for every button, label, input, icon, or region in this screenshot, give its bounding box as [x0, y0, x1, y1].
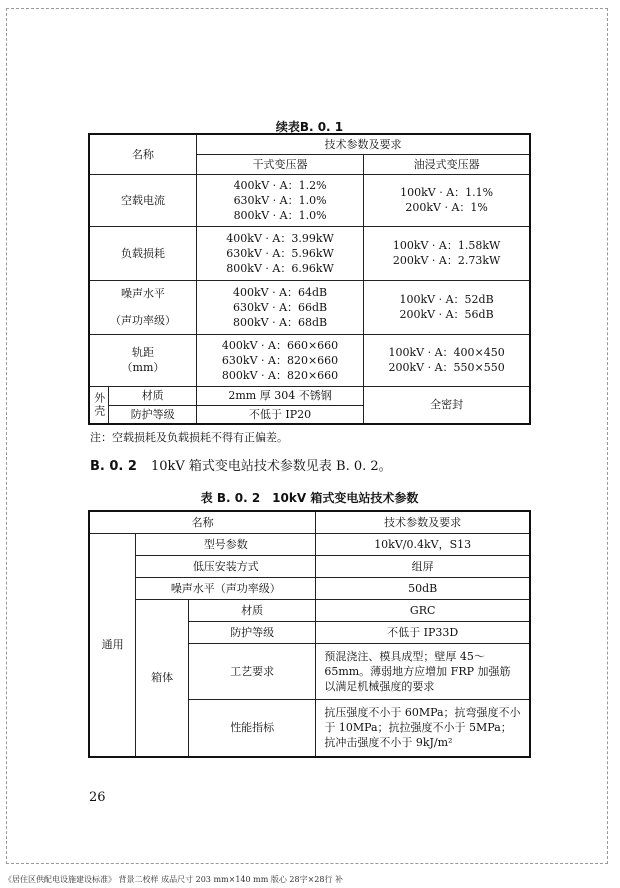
box-protection-label: 防护等级: [189, 621, 316, 643]
row-track-gauge: 轨距 （mm）: [89, 334, 196, 386]
noload-current-oil: 100kV · A：1.1% 200kV · A：1%: [364, 174, 530, 226]
load-loss-dry: 400kV · A：3.99kW 630kV · A：5.96kW 800kV · A：6.96kW: [196, 226, 363, 280]
noload-current-dry: 400kV · A：1.2% 630kV · A：1.0% 800kV · A：1.0%: [196, 174, 363, 226]
noise-label: 噪声水平（声功率级）: [136, 577, 316, 599]
performance-value: 抗压强度不小于 60MPa；抗弯强度不小于 10MPa；抗拉强度不小于 5MPa；抗冲击强度不小于 9kJ/m²: [316, 699, 530, 757]
header-tech: 技术参数及要求: [196, 134, 530, 154]
header-name: 名称: [89, 134, 196, 174]
box-protection-value: 不低于 IP33D: [316, 621, 530, 643]
shell-protection-label: 防护等级: [109, 405, 196, 424]
noise-level-oil: 100kV · A：52dB 200kV · A：56dB: [364, 280, 530, 334]
section-text: 10kV 箱式变电站技术参数见表 B. 0. 2。: [150, 459, 392, 474]
header-name: 名称: [89, 511, 316, 533]
track-gauge-oil: 100kV · A：400×450 200kV · A：550×550: [364, 334, 530, 386]
box-label: 箱体: [136, 599, 189, 757]
table-b01-caption: 续表B. 0. 1: [275, 120, 344, 134]
track-gauge-dry: 400kV · A：660×660 630kV · A：820×660 800kV · A：820×660: [196, 334, 363, 386]
table-b02-caption: 表 B. 0. 2 10kV 箱式变电站技术参数: [200, 491, 419, 505]
shell-material-value: 2mm 厚 304 不锈钢: [196, 386, 363, 405]
model-label: 型号参数: [136, 533, 316, 555]
section-number: B. 0. 2: [90, 459, 137, 474]
performance-label: 性能指标: [189, 699, 316, 757]
print-footer: 《居住区供配电设施建设标准》 背景二校样 成品尺寸 203 mm×140 mm 版心 28字×28行 补: [4, 875, 343, 884]
table-note: 注：空载损耗及负载损耗不得有正偏差。: [90, 431, 288, 444]
shell-protection-value: 不低于 IP20: [196, 405, 363, 424]
load-loss-oil: 100kV · A：1.58kW 200kV · A：2.73kW: [364, 226, 530, 280]
header-oil: 油浸式变压器: [364, 154, 530, 174]
box-material-label: 材质: [189, 599, 316, 621]
table-b02: [88, 510, 531, 758]
general-label: 通用: [89, 533, 136, 757]
box-material-value: GRC: [316, 599, 530, 621]
shell-material-label: 材质: [109, 386, 196, 405]
process-label: 工艺要求: [189, 643, 316, 699]
row-load-loss: 负载损耗: [89, 226, 196, 280]
model-value: 10kV/0.4kV，S13: [316, 533, 530, 555]
noise-value: 50dB: [316, 577, 530, 599]
process-value: 预混浇注、模具成型；壁厚 45～65mm。薄弱地方应增加 FRP 加强筋以满足机械强度的要求: [316, 643, 530, 699]
page-number: 26: [89, 790, 106, 805]
shell-label: 外壳: [89, 386, 109, 424]
row-noload-current: 空载电流: [89, 174, 196, 226]
lv-install-value: 组屏: [316, 555, 530, 577]
header-dry: 干式变压器: [196, 154, 363, 174]
row-noise-level: 噪声水平 （声功率级）: [89, 280, 196, 334]
lv-install-label: 低压安装方式: [136, 555, 316, 577]
noise-level-dry: 400kV · A：64dB 630kV · A：66dB 800kV · A：68dB: [196, 280, 363, 334]
header-tech: 技术参数及要求: [316, 511, 530, 533]
table-b01: [88, 133, 531, 425]
section-b02: [90, 455, 392, 474]
shell-sealed-value: 全密封: [364, 386, 530, 424]
